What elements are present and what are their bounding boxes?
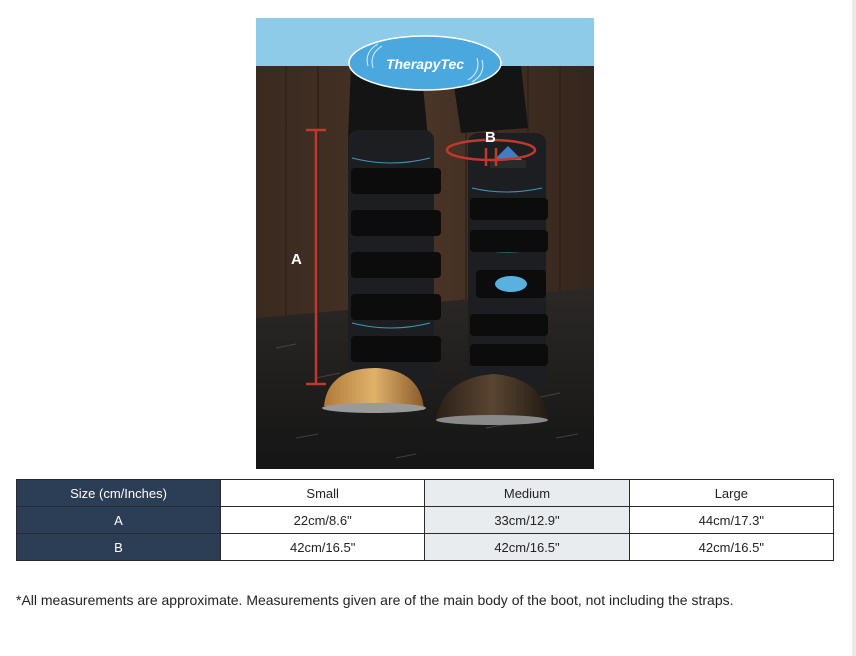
table-row	[17, 507, 834, 534]
cell-a-small: 22cm/8.6"	[221, 507, 425, 534]
logo-text: TherapyTec	[385, 56, 465, 72]
product-image	[256, 18, 594, 469]
left-boot	[348, 130, 441, 385]
row-label-a: A	[17, 507, 221, 534]
measure-a-label: A	[291, 251, 302, 268]
size-large-header: Large	[629, 480, 833, 507]
boot-illustration	[256, 18, 594, 469]
cell-b-medium: 42cm/16.5"	[425, 534, 629, 561]
cell-a-large: 44cm/17.3"	[629, 507, 833, 534]
size-header-row	[17, 480, 834, 507]
row-label-b: B	[17, 534, 221, 561]
cell-b-large: 42cm/16.5"	[629, 534, 833, 561]
measure-b-label: B	[485, 129, 496, 146]
size-header-label: Size (cm/Inches)	[17, 480, 221, 507]
cell-a-medium: 33cm/12.9"	[425, 507, 629, 534]
right-boot	[468, 133, 548, 388]
boot-logo-patch-icon	[495, 276, 527, 292]
cell-b-small: 42cm/16.5"	[221, 534, 425, 561]
right-shoe	[436, 415, 548, 425]
therapytec-logo	[349, 36, 501, 90]
size-small-header: Small	[221, 480, 425, 507]
size-medium-header: Medium	[425, 480, 629, 507]
table-row	[17, 534, 834, 561]
scrollbar[interactable]	[852, 0, 856, 656]
measurement-footnote: *All measurements are approximate. Measurements given are of the main body of the boot, not including the straps.	[16, 592, 734, 608]
left-shoe	[322, 403, 426, 413]
size-chart-table	[16, 479, 834, 561]
